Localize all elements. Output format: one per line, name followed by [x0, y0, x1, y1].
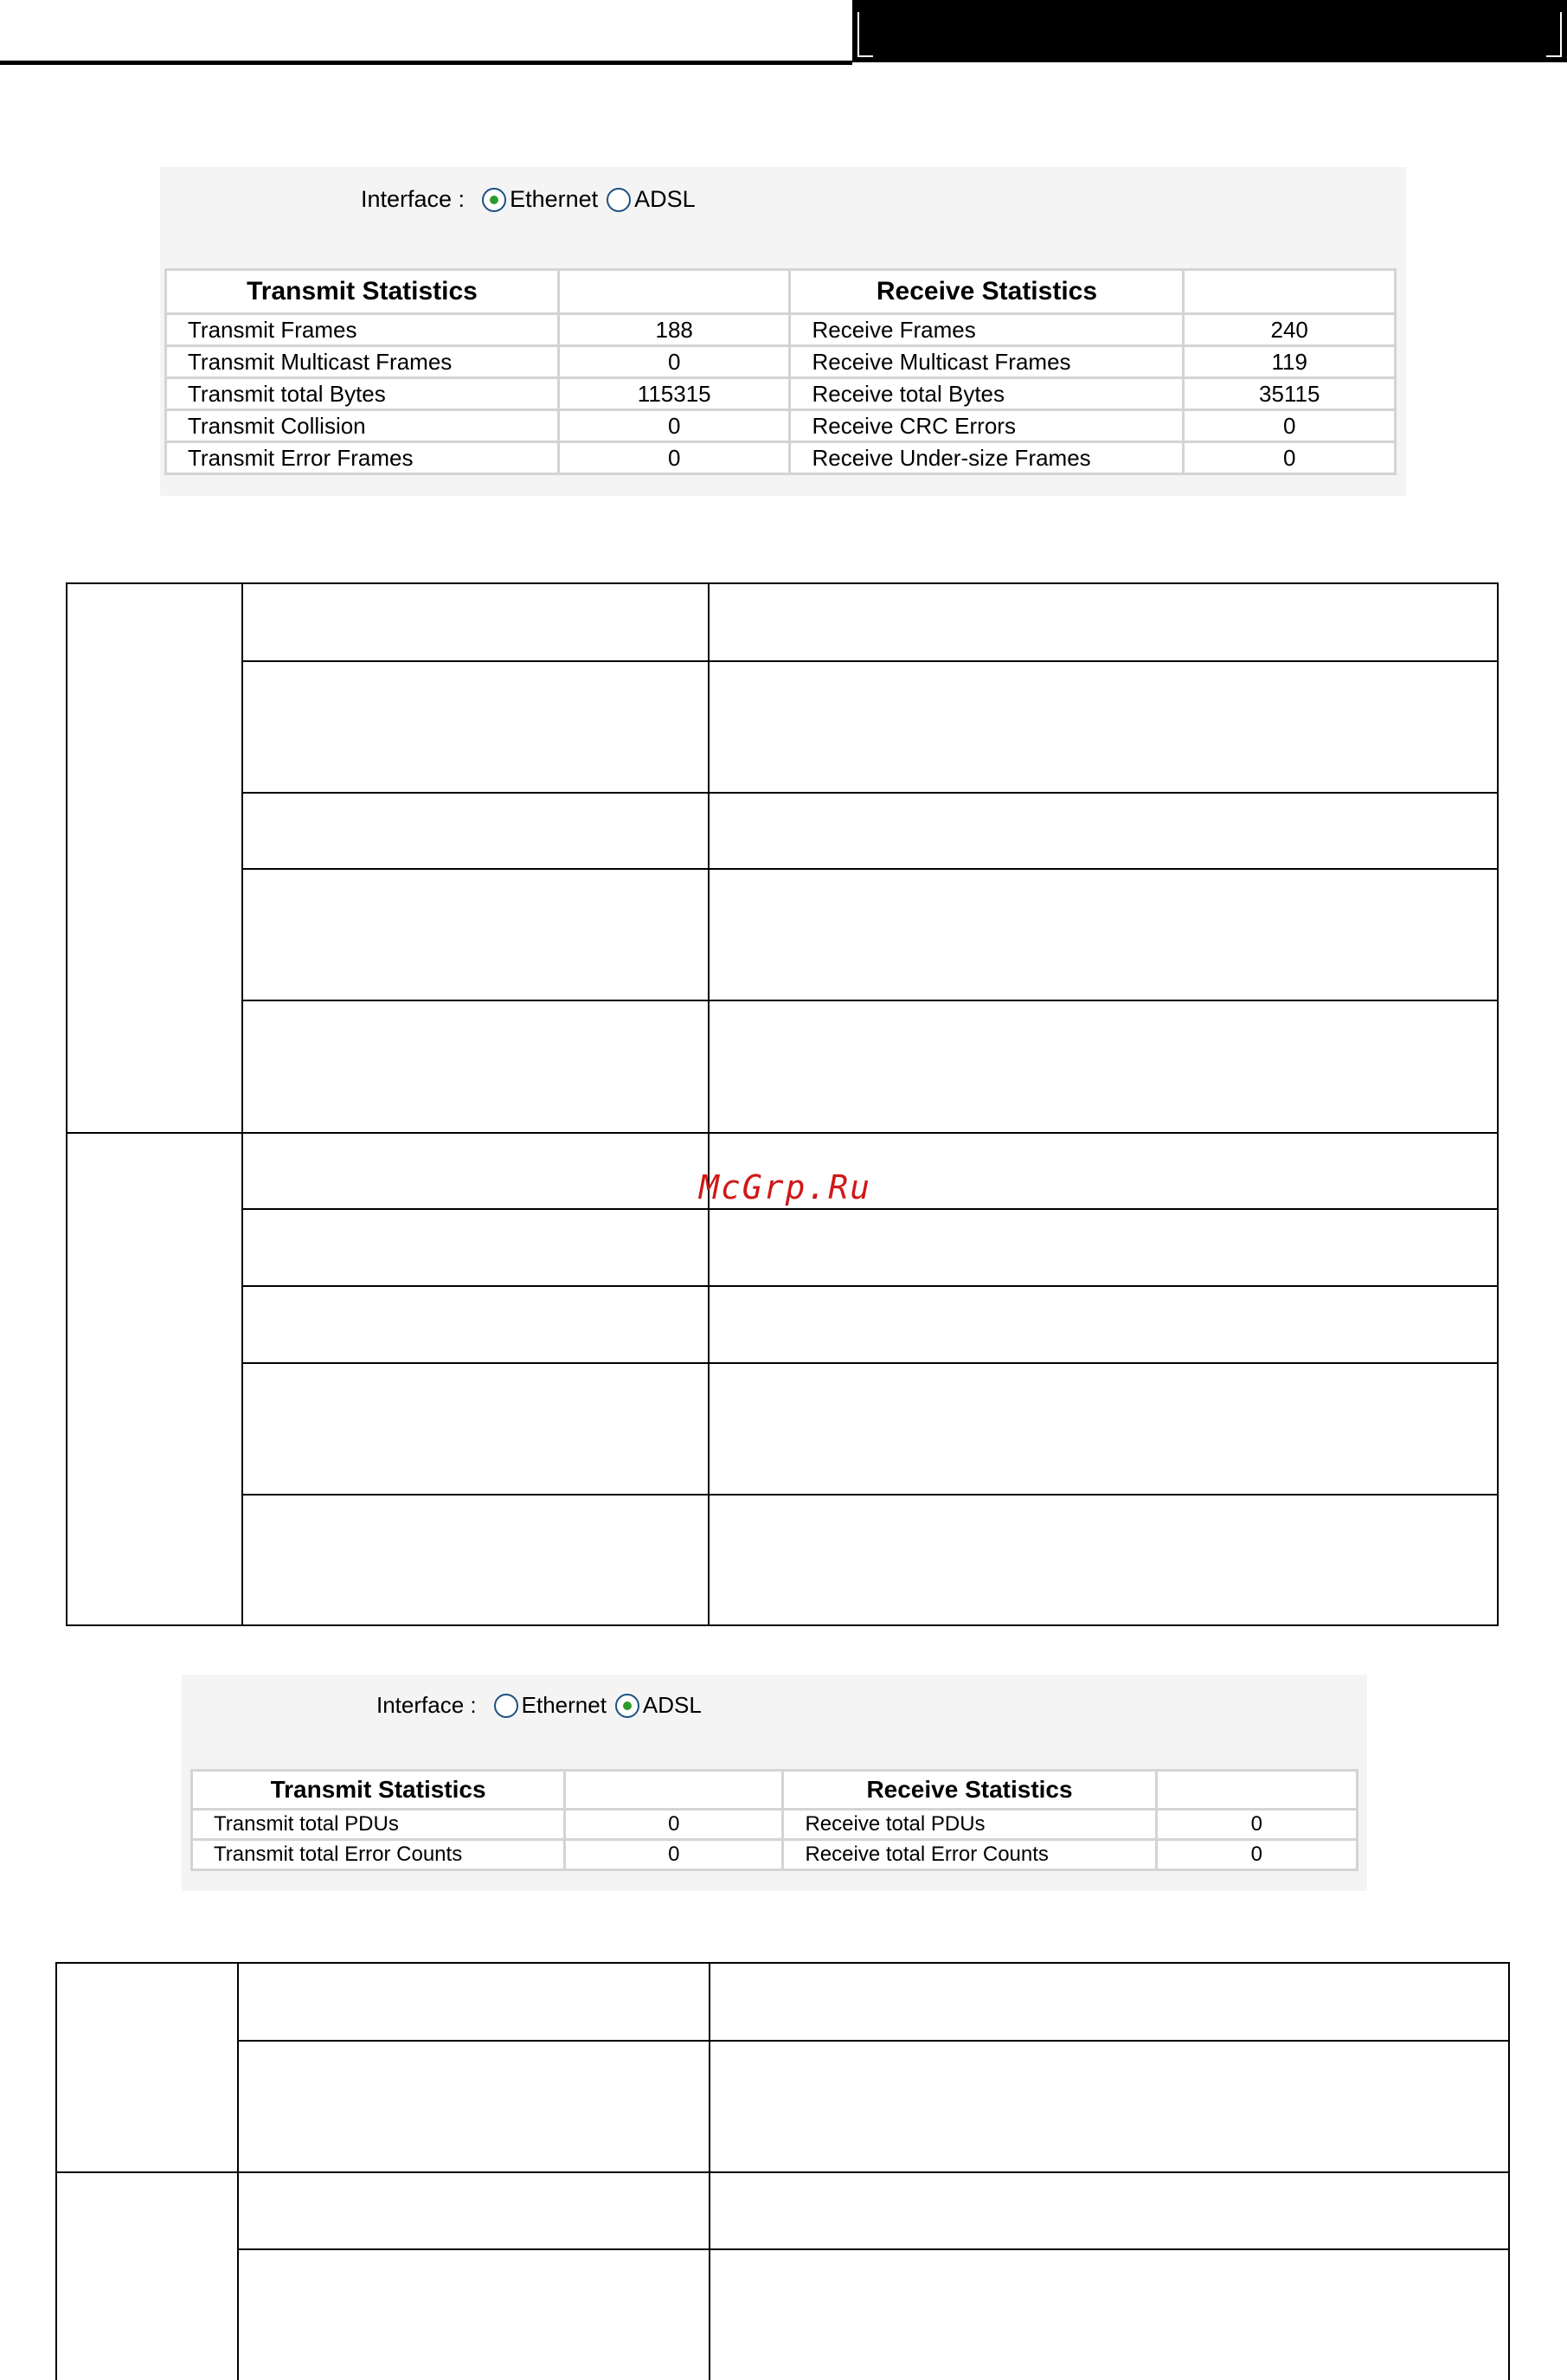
rx-value: 35115	[1184, 378, 1396, 410]
table-divider	[708, 584, 710, 1624]
tx-label: Transmit Frames	[166, 314, 559, 346]
rx-label: Receive Multicast Frames	[790, 346, 1184, 378]
table-row	[192, 1810, 1358, 1840]
transmit-statistics-header: Transmit Statistics	[192, 1771, 565, 1810]
tx-label: Transmit total Error Counts	[192, 1840, 565, 1870]
rx-value: 0	[1184, 442, 1396, 474]
radio-ethernet-label: Ethernet	[521, 1692, 607, 1718]
tx-label: Transmit total Bytes	[166, 378, 559, 410]
table-row-line	[241, 1000, 1497, 1001]
watermark-text: McGrp.Ru	[699, 1168, 872, 1206]
table-row-line	[241, 660, 1497, 662]
receive-statistics-header: Receive Statistics	[790, 270, 1184, 314]
radio-unselected-icon[interactable]	[494, 1694, 518, 1718]
radio-adsl[interactable]	[615, 1692, 702, 1719]
radio-unselected-icon[interactable]	[607, 188, 631, 212]
rx-value: 119	[1184, 346, 1396, 378]
rx-label: Receive total PDUs	[783, 1810, 1156, 1840]
tx-value: 188	[558, 314, 790, 346]
table-row-line	[241, 1362, 1497, 1364]
tx-value: 0	[558, 410, 790, 442]
ethernet-statistics-table	[164, 268, 1397, 475]
tx-label: Transmit Multicast Frames	[166, 346, 559, 378]
empty-header	[1156, 1771, 1357, 1810]
table-row	[166, 410, 1396, 442]
tx-value: 0	[565, 1810, 783, 1840]
adsl-statistics-table	[190, 1769, 1358, 1871]
tx-value: 0	[558, 442, 790, 474]
adsl-statistics-screenshot	[182, 1675, 1367, 1891]
tx-value: 0	[558, 346, 790, 378]
header-rule	[0, 61, 852, 65]
radio-selected-icon[interactable]	[615, 1694, 639, 1718]
interface-selector	[376, 1692, 710, 1719]
rx-value: 0	[1184, 410, 1396, 442]
tx-label: Transmit Collision	[166, 410, 559, 442]
table-row-line	[237, 2248, 1508, 2250]
rx-value: 0	[1156, 1840, 1357, 1870]
table-header-row	[192, 1771, 1358, 1810]
table-row	[192, 1840, 1358, 1870]
empty-header	[558, 270, 790, 314]
rx-label: Receive Under-size Frames	[790, 442, 1184, 474]
empty-header	[1184, 270, 1396, 314]
adsl-description-table	[55, 1962, 1510, 2380]
radio-selected-icon[interactable]	[482, 188, 506, 212]
interface-label: Interface :	[361, 186, 466, 212]
table-section-line	[57, 2171, 1508, 2173]
rx-value: 240	[1184, 314, 1396, 346]
rx-label: Receive total Bytes	[790, 378, 1184, 410]
rx-label: Receive total Error Counts	[783, 1840, 1156, 1870]
table-row-line	[241, 1494, 1497, 1496]
radio-ethernet[interactable]	[494, 1692, 607, 1719]
radio-adsl-label: ADSL	[642, 1692, 702, 1718]
table-row-line	[241, 792, 1497, 794]
ethernet-statistics-screenshot	[160, 167, 1406, 496]
table-divider	[241, 584, 243, 1624]
rx-label: Receive Frames	[790, 314, 1184, 346]
tx-value: 115315	[558, 378, 790, 410]
table-row-line	[237, 2040, 1508, 2042]
header-corner-mark-left	[857, 12, 873, 57]
table-row-line	[241, 1208, 1497, 1210]
header-bar	[852, 0, 1567, 62]
interface-label: Interface :	[376, 1692, 477, 1718]
radio-adsl[interactable]	[607, 186, 696, 213]
table-header-row	[166, 270, 1396, 314]
radio-ethernet[interactable]	[482, 186, 598, 213]
rx-value: 0	[1156, 1810, 1357, 1840]
ethernet-description-table	[66, 582, 1499, 1626]
transmit-statistics-header: Transmit Statistics	[166, 270, 559, 314]
table-row	[166, 378, 1396, 410]
table-row	[166, 346, 1396, 378]
rx-label: Receive CRC Errors	[790, 410, 1184, 442]
table-row	[166, 314, 1396, 346]
tx-value: 0	[565, 1840, 783, 1870]
receive-statistics-header: Receive Statistics	[783, 1771, 1156, 1810]
radio-adsl-label: ADSL	[634, 186, 696, 212]
header-corner-mark-right	[1546, 12, 1562, 57]
empty-header	[565, 1771, 783, 1810]
table-row-line	[241, 1285, 1497, 1287]
table-section-line	[67, 1132, 1497, 1134]
tx-label: Transmit Error Frames	[166, 442, 559, 474]
table-row	[166, 442, 1396, 474]
tx-label: Transmit total PDUs	[192, 1810, 565, 1840]
table-row-line	[241, 868, 1497, 870]
radio-ethernet-label: Ethernet	[510, 186, 599, 212]
interface-selector	[361, 186, 704, 213]
